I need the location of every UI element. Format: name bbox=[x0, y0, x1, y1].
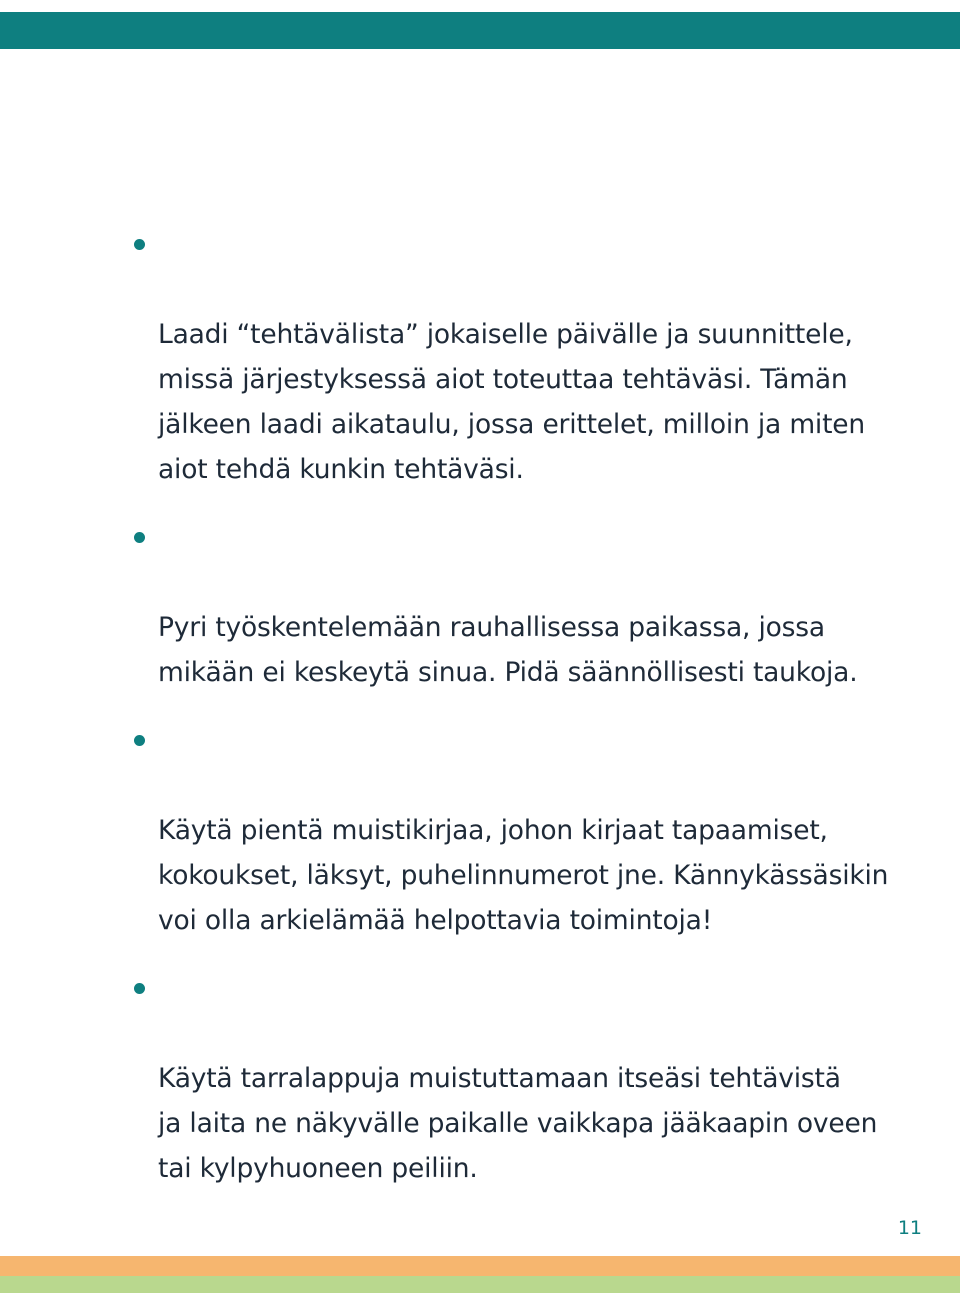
bullet-item bbox=[158, 718, 918, 943]
bullet-dot-icon bbox=[134, 735, 145, 746]
bullet-item bbox=[158, 966, 918, 1191]
bottom-accent-bar-green bbox=[0, 1276, 960, 1293]
bullet-item bbox=[158, 515, 918, 695]
bullet-list bbox=[158, 222, 918, 1214]
page-number: 11 bbox=[897, 1217, 922, 1239]
bullet-dot-icon bbox=[134, 239, 145, 250]
bullet-dot-icon bbox=[134, 983, 145, 994]
bullet-dot-icon bbox=[134, 532, 145, 543]
bullet-text: Käytä pientä muistikirjaa, johon kirjaat tapaamiset, kokoukset, läksyt, puhelinnumerot jne. Kännykässäsikin voi olla arkielämää helpottavia toimintoja! bbox=[158, 815, 889, 936]
bullet-text: Laadi “tehtävälista” jokaiselle päivälle ja suunnittele, missä järjestyksessä aiot toteuttaa tehtäväsi. Tämän jälkeen laadi aikataulu, jossa erittelet, milloin ja miten aiot tehdä kunkin tehtäväsi. bbox=[158, 319, 865, 485]
bullet-text: Pyri työskentelemään rauhallisessa paikassa, jossa mikään ei keskeytä sinua. Pidä säännöllisesti taukoja. bbox=[158, 612, 858, 688]
bullet-text: Käytä tarralappuja muistuttamaan itseäsi tehtävistä ja laita ne näkyvälle paikalle vaikkapa jääkaapin oveen tai kylpyhuoneen peiliin. bbox=[158, 1063, 878, 1184]
top-accent-bar bbox=[0, 12, 960, 49]
bullet-item bbox=[158, 222, 918, 492]
bottom-accent-bar-orange bbox=[0, 1256, 960, 1276]
